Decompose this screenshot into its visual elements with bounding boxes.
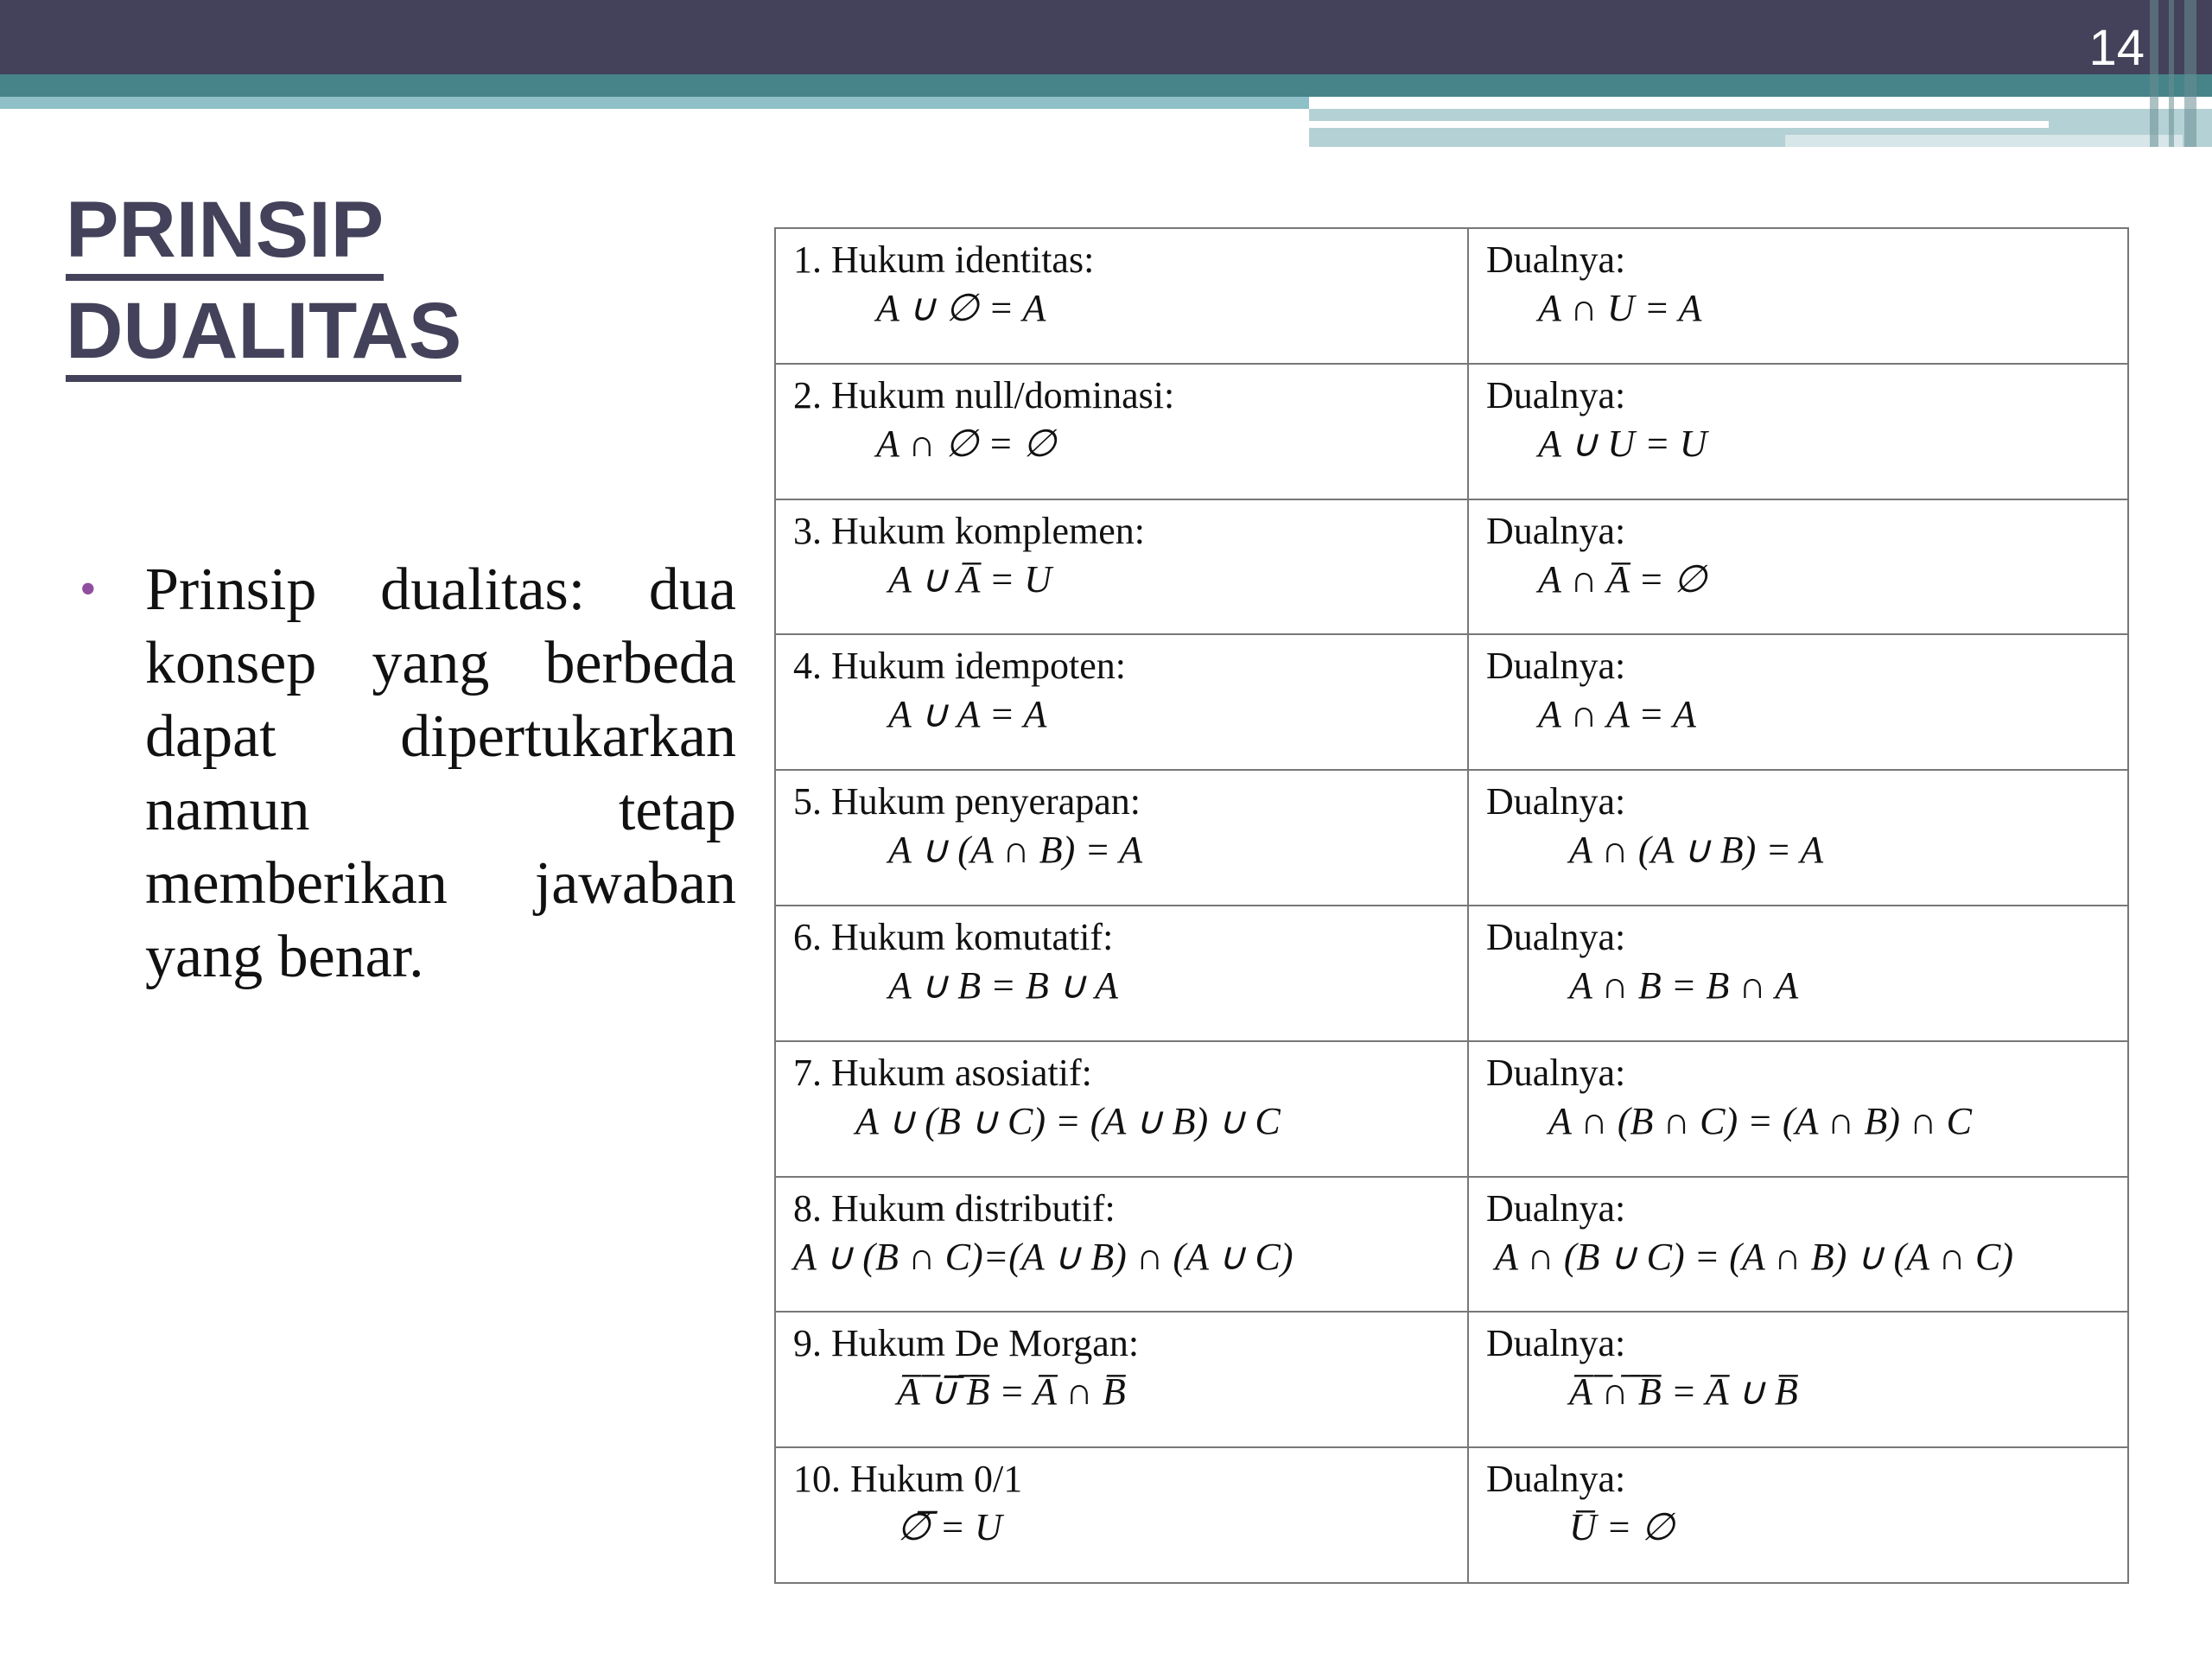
- table-row: [775, 364, 2128, 499]
- slide-title: [66, 180, 461, 382]
- law-cell: [775, 770, 1468, 906]
- dual-cell: [1468, 1312, 2128, 1447]
- law-formula: A ∪ (A ∩ B) = A: [888, 829, 1143, 872]
- law-cell: [775, 1041, 1468, 1177]
- dual-label: Dualnya:: [1486, 1458, 1626, 1501]
- dual-label: Dualnya:: [1486, 915, 1626, 958]
- dual-cell: [1468, 1447, 2128, 1583]
- title-line-2: DUALITAS: [66, 287, 461, 382]
- law-cell: [775, 499, 1468, 635]
- dual-formula: A ∩ U = A: [1538, 287, 1702, 329]
- law-cell: [775, 228, 1468, 364]
- dual-formula: A ∩ (B ∪ C) = (A ∩ B) ∪ (A ∩ C): [1495, 1235, 2014, 1278]
- law-name: 7. Hukum asosiatif:: [793, 1051, 1092, 1094]
- table-row: [775, 906, 2128, 1041]
- law-cell: [775, 364, 1468, 499]
- duality-laws-table: [774, 227, 2129, 1584]
- law-name: 9. Hukum De Morgan:: [793, 1322, 1140, 1365]
- header-vertical-stripe: [2184, 0, 2196, 147]
- dual-label: Dualnya:: [1486, 238, 1626, 281]
- law-formula: A ∩ ∅ = ∅: [876, 422, 1057, 465]
- law-cell: [775, 634, 1468, 770]
- dual-cell: [1468, 1177, 2128, 1313]
- header-stripe-right-line-2: [1785, 135, 2183, 147]
- dual-label: Dualnya:: [1486, 509, 1626, 552]
- law-formula: A ∪ (B ∩ C)=(A ∪ B) ∩ (A ∪ C): [793, 1235, 1294, 1278]
- title-line-1: PRINSIP: [66, 186, 384, 281]
- dual-label: Dualnya:: [1486, 373, 1626, 416]
- law-formula: A̅ ̅∪̅ ̅B̅ = A̅ ∩ B̅: [897, 1370, 1126, 1414]
- law-name: 2. Hukum null/dominasi:: [793, 373, 1175, 416]
- law-formula: A ∪ A = A: [888, 693, 1047, 736]
- dual-label: Dualnya:: [1486, 645, 1626, 688]
- law-name: 1. Hukum identitas:: [793, 238, 1095, 281]
- table-row: [775, 634, 2128, 770]
- dual-cell: [1468, 634, 2128, 770]
- table-row: [775, 228, 2128, 364]
- header-stripe-right-line: [1309, 121, 2049, 128]
- law-name: 5. Hukum penyerapan:: [793, 780, 1141, 823]
- law-formula: A ∪ (B ∪ C) = (A ∪ B) ∪ C: [855, 1099, 1281, 1142]
- law-cell: [775, 1312, 1468, 1447]
- dual-formula: A ∩ B = B ∩ A: [1569, 963, 1799, 1007]
- dual-cell: [1468, 770, 2128, 906]
- bullet-dot-icon: •: [79, 563, 97, 616]
- law-formula: A ∪ B = B ∪ A: [888, 963, 1119, 1007]
- law-name: 4. Hukum idempoten:: [793, 645, 1126, 688]
- law-name: 10. Hukum 0/1: [793, 1458, 1023, 1501]
- law-cell: [775, 1447, 1468, 1583]
- dual-label: Dualnya:: [1486, 1051, 1626, 1094]
- header-vertical-stripe: [2169, 0, 2174, 147]
- dual-label: Dualnya:: [1486, 1322, 1626, 1365]
- dual-label: Dualnya:: [1486, 1186, 1626, 1230]
- dual-formula: A ∩ (A ∪ B) = A: [1569, 829, 1824, 872]
- dual-label: Dualnya:: [1486, 780, 1626, 823]
- law-formula: ∅̅ = U: [897, 1506, 1002, 1549]
- table-row: [775, 499, 2128, 635]
- law-name: 6. Hukum komutatif:: [793, 915, 1114, 958]
- table-row: [775, 1041, 2128, 1177]
- dual-formula: A ∩ A = A: [1538, 693, 1696, 736]
- law-name: 8. Hukum distributif:: [793, 1186, 1116, 1230]
- slide-number: 14: [2088, 20, 2145, 76]
- dual-cell: [1468, 364, 2128, 499]
- table-row: [775, 1312, 2128, 1447]
- header-stripe-light: [0, 97, 1309, 109]
- dual-cell: [1468, 906, 2128, 1041]
- law-cell: [775, 1177, 1468, 1313]
- dual-cell: [1468, 499, 2128, 635]
- header-stripe-teal: [0, 74, 2212, 97]
- dual-cell: [1468, 228, 2128, 364]
- dual-formula: U̅ = ∅: [1569, 1506, 1675, 1549]
- dual-formula: A ∪ U = U: [1538, 422, 1707, 465]
- bullet-point: [79, 553, 736, 994]
- law-name: 3. Hukum komplemen:: [793, 509, 1145, 552]
- law-cell: [775, 906, 1468, 1041]
- table-row: [775, 1177, 2128, 1313]
- law-formula: A ∪ ∅ = A: [876, 287, 1046, 329]
- dual-formula: A ∩ (B ∩ C) = (A ∩ B) ∩ C: [1548, 1099, 1973, 1142]
- table-row: [775, 1447, 2128, 1583]
- dual-cell: [1468, 1041, 2128, 1177]
- bullet-text: Prinsip dualitas: dua konsep yang berbeda dapat dipertukarkan namun tetap memberikan jawaban yang benar.: [145, 556, 736, 990]
- header-bar: [0, 0, 2212, 74]
- dual-formula: A ∩ A̅ = ∅: [1538, 557, 1707, 601]
- table-row: [775, 770, 2128, 906]
- header-vertical-stripe: [2150, 0, 2158, 147]
- dual-formula: A̅ ̅∩̅ ̅B̅ = A̅ ∪ B̅: [1569, 1370, 1798, 1414]
- law-formula: A ∪ A̅ = U: [888, 557, 1052, 601]
